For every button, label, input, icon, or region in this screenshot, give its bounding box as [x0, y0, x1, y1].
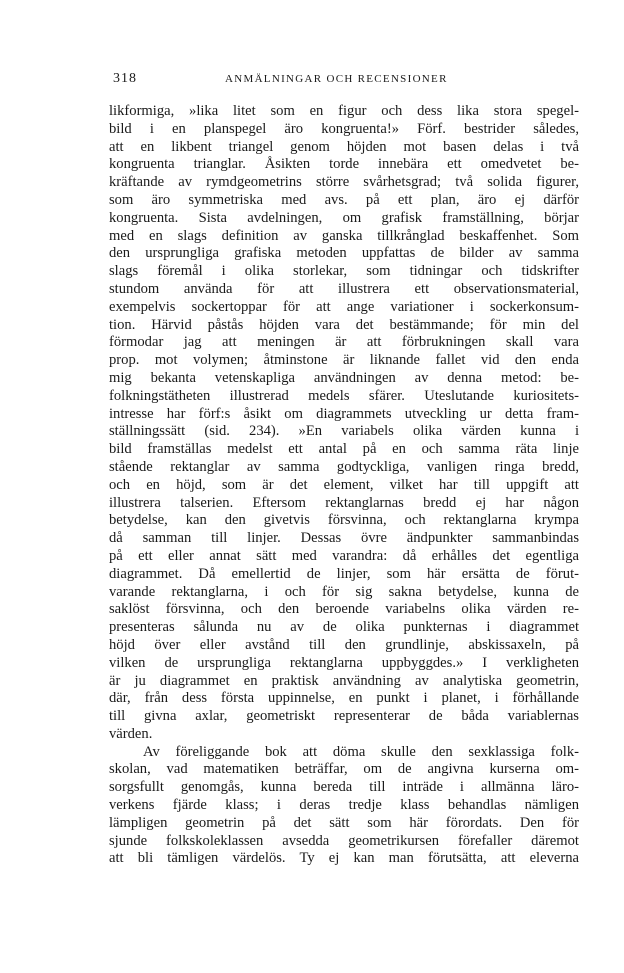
text-line: tion. Härvid påstås höjden vara det bestämmande; för min del [109, 316, 579, 333]
paragraph-2 [109, 744, 579, 869]
text-line: folkningstätheten illustrerad medels sfärer. Uteslutande kuriositets- [109, 387, 579, 404]
text-line: kräftande av rymdgeometrins större svårhetsgrad; två solida figurer, [109, 174, 579, 191]
text-line: att en likbent triangel genom höjden mot basen delas i två [109, 138, 579, 155]
text-line: värden. [109, 725, 153, 742]
text-line: på ett eller annat sätt med varandra: då erhålles det egentliga [109, 547, 579, 564]
text-line: saklöst försvinna, och den beroende variabelns olika värden re- [109, 601, 579, 618]
text-line: att bli tämligen värdelös. Ty ej kan man förutsätta, att eleverna [109, 850, 579, 867]
text-line: då samman till linjer. Dessas övre ändpunkter sammanbindas [109, 530, 579, 547]
body-text [109, 103, 579, 868]
text-line: är ju diagrammet en praktisk användning av analytiska geometrin, [109, 672, 579, 689]
text-line: skolan, vad matematiken beträffar, om de angivna kurserna om- [109, 761, 579, 778]
text-line: förmodar jag att meningen är att förbrukningen skall vara [109, 334, 579, 351]
running-head: ANMÄLNINGAR OCH RECENSIONER [225, 73, 448, 85]
text-line: lämpligen geometrin på det sätt som här förordats. Den för [109, 814, 579, 831]
text-line: sjunde folkskoleklassen avsedda geometrikursen förefaller däremot [109, 832, 579, 849]
text-line: intresse har förf:s åsikt om diagrammets utveckling ur detta fram- [109, 405, 579, 422]
text-line: slags föremål i olika storlekar, som tidningar och tidskrifter [109, 263, 579, 280]
page-number: 318 [113, 71, 137, 86]
text-line: kongruenta trianglar. Åsikten torde innebära ett omedvetet be- [109, 156, 579, 173]
text-line: ställningssätt (sid. 234). »En variabels olika värden kunna i [109, 423, 579, 440]
text-line: till givna axlar, geometriskt representerar de båda variablernas [109, 708, 579, 725]
text-line: prop. mot volymen; åtminstone är liknande fallet vid den enda [109, 352, 579, 369]
text-line: höjd över eller avstånd till den grundlinje, abskissaxeln, på [109, 636, 579, 653]
text-line: exempelvis sockertoppar för att ange variationer i sockerkonsum- [109, 298, 579, 315]
text-line: den ursprungliga grafiska metoden uppfattas de bilder av samma [109, 245, 579, 262]
text-line: betydelse, kan den givetvis försvinna, och rektanglarna krympa [109, 512, 579, 529]
text-line: likformiga, »lika litet som en figur och dess lika stora spegel- [109, 103, 579, 119]
text-line: verkens fjärde klass; i deras tredje klass behandlas nämligen [109, 797, 579, 814]
text-line: Av föreliggande bok att döma skulle den sexklassiga folk- [143, 743, 579, 760]
text-line: varande rektanglarna, i och för sig sakna betydelse, kunna de [109, 583, 579, 600]
text-line: stundom använda för att illustrera ett observationsmaterial, [109, 280, 579, 297]
text-line: sorgsfullt genomgås, kunna bereda till inträde i allmänna läro- [109, 779, 579, 796]
text-line: mig bekanta vetenskapliga användningen av denna metod: be- [109, 369, 579, 386]
text-line: illustrera talserien. Eftersom rektanglarnas bredd ej har någon [109, 494, 579, 511]
text-line: kongruenta. Sista avdelningen, om grafisk framställning, börjar [109, 209, 579, 226]
text-line: och en höjd, som är det element, vilket har till uppgift att [109, 476, 579, 493]
page-header [113, 71, 578, 91]
text-line: som äro symmetriska med avs. på ett plan, äro ej därför [109, 191, 579, 208]
text-line: med en slags definition av ganska tillkrånglad beskaffenhet. Som [109, 227, 579, 244]
text-line: stående rektanglar av samma godtyckliga, vanligen ringa bredd, [109, 458, 579, 475]
text-line: presenteras sålunda nu av de olika punkternas i diagrammet [109, 619, 579, 636]
text-line: där, från dess första uppinnelse, en punkt i planet, i förhållande [109, 690, 579, 707]
text-line: bild framställas medelst ett antal på en och samma räta linje [109, 441, 579, 458]
paragraph-1 [109, 103, 579, 744]
text-line: diagrammet. Då emellertid de linjer, som här ersätta de förut- [109, 565, 579, 582]
text-line: bild i en planspegel äro kongruenta!» Förf. bestrider således, [109, 120, 579, 137]
text-line: vilken de ursprungliga rektanglarna uppbyggdes.» I verkligheten [109, 654, 579, 671]
